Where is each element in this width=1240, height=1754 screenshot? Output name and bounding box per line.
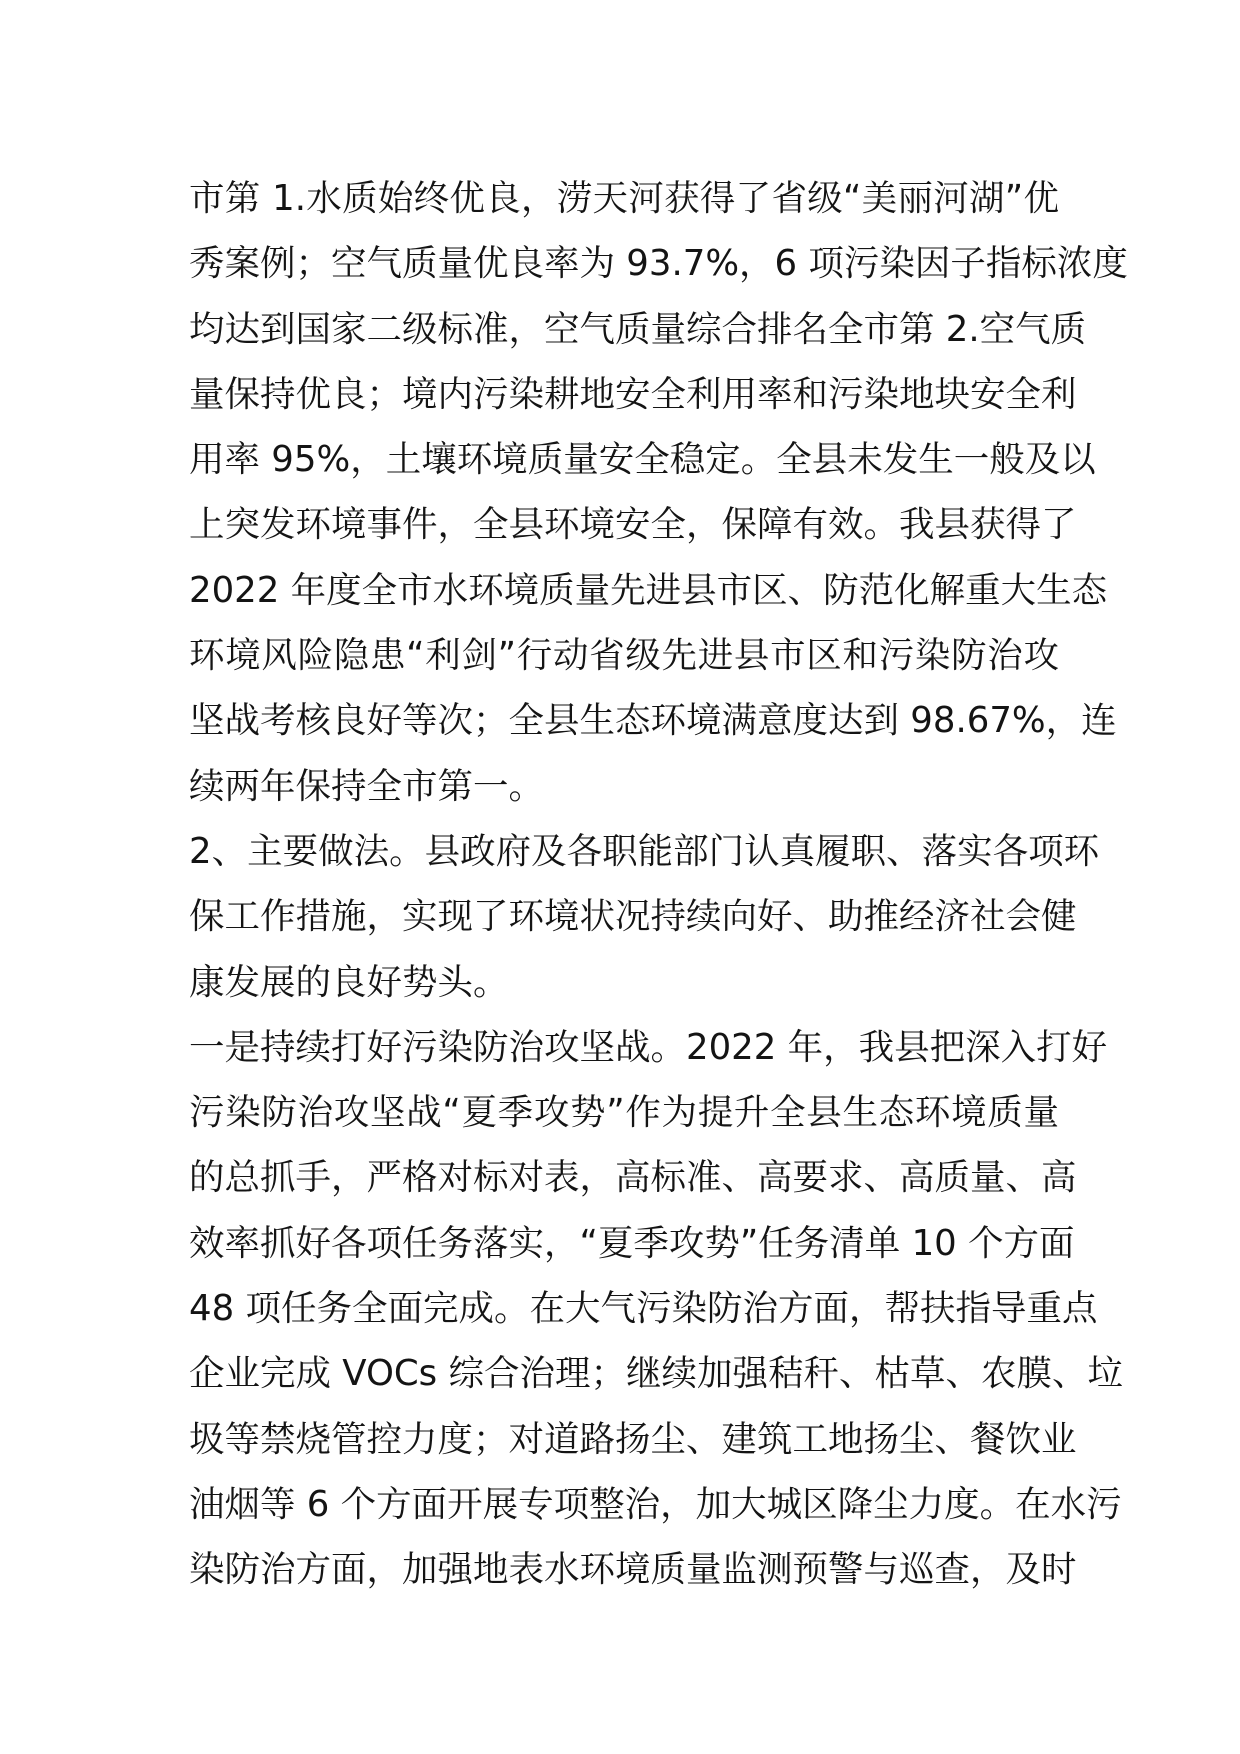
text-line: 量保持优良；境内污染耕地安全利用率和污染地块安全利 xyxy=(189,373,1077,415)
text-line: 污染防治攻坚战“夏季攻势”作为提升全县生态环境质量 xyxy=(189,1092,1059,1134)
text-line: 秀案例；空气质量优良率为 93.7%，6 项污染因子指标浓度 xyxy=(189,243,1128,285)
text-line: 圾等禁烧管控力度；对道路扬尘、建筑工地扬尘、餐饮业 xyxy=(189,1418,1077,1460)
document-body xyxy=(189,166,1128,1603)
text-line: 企业完成 VOCs 综合治理；继续加强秸秆、枯草、农膜、垃 xyxy=(189,1353,1123,1395)
section-heading-line: 2、主要做法。县政府及各职能部门认真履职、落实各项环 xyxy=(189,830,1100,872)
text-line: 上突发环境事件，全县环境安全，保障有效。我县获得了 xyxy=(189,504,1077,546)
text-line: 染防治方面，加强地表水环境质量监测预警与巡查，及时 xyxy=(189,1549,1077,1591)
text-line: 效率抓好各项任务落实，“夏季攻势”任务清单 10 个方面 xyxy=(189,1222,1075,1264)
text-line: 续两年保持全市第一。 xyxy=(189,765,545,807)
text-line: 48 项任务全面完成。在大气污染防治方面，帮扶指导重点 xyxy=(189,1288,1098,1330)
text-line: 均达到国家二级标准，空气质量综合排名全市第 2.空气质 xyxy=(189,308,1087,350)
text-line: 2022 年度全市水环境质量先进县市区、防范化解重大生态 xyxy=(189,569,1108,611)
text-line: 环境风险隐患“利剑”行动省级先进县市区和污染防治攻 xyxy=(189,635,1059,677)
text-line: 油烟等 6 个方面开展专项整治，加大城区降尘力度。在水污 xyxy=(189,1483,1122,1525)
text-line: 康发展的良好势头。 xyxy=(189,961,509,1003)
text-line: 市第 1.水质始终优良，涝天河获得了省级“美丽河湖”优 xyxy=(189,178,1059,219)
text-line: 的总抓手，严格对标对表，高标准、高要求、高质量、高 xyxy=(189,1157,1077,1199)
text-line: 用率 95%，土壤环境质量安全稳定。全县未发生一般及以 xyxy=(189,439,1096,481)
text-line: 一是持续打好污染防治攻坚战。2022 年，我县把深入打好 xyxy=(189,1026,1108,1068)
text-line: 保工作措施，实现了环境状况持续向好、助推经济社会健 xyxy=(189,896,1077,938)
text-line: 坚战考核良好等次；全县生态环境满意度达到 98.67%，连 xyxy=(189,700,1117,742)
